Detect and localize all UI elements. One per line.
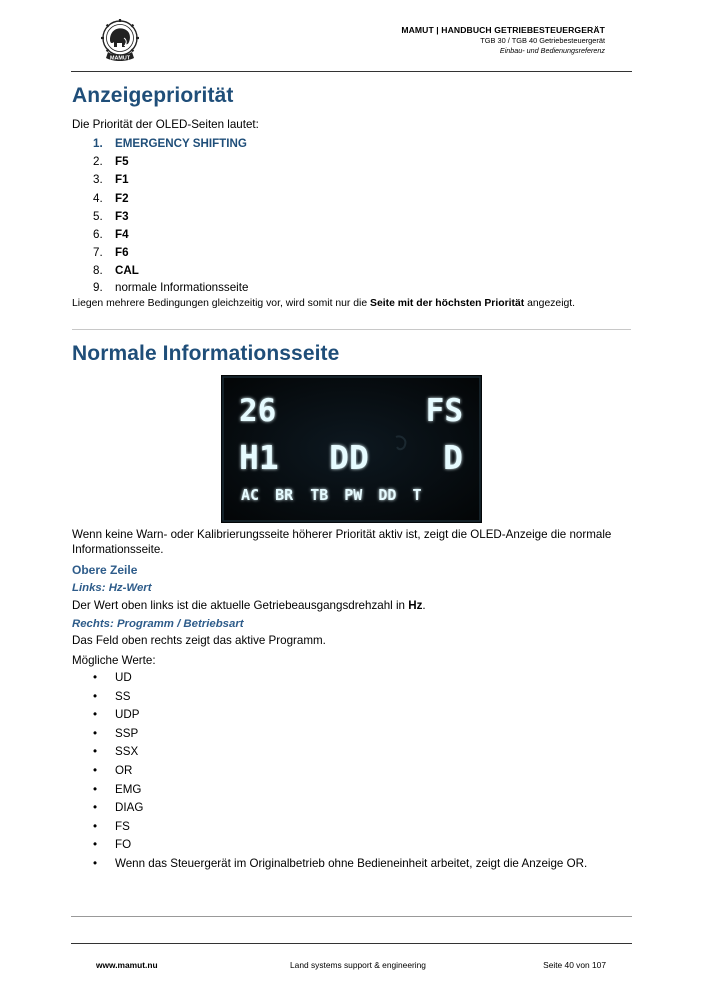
header-divider (71, 71, 632, 72)
list-item: • SSP (93, 726, 139, 740)
footer-website: www.mamut.nu (96, 960, 158, 970)
section-title-anzeigeprioritaet: Anzeigepriorität (72, 84, 234, 107)
priority-item: 8. CAL (93, 264, 139, 278)
heading-rechts-programm: Rechts: Programm / Betriebsart (72, 618, 244, 630)
hz-description: Der Wert oben links ist die aktuelle Getriebeausgangsdrehzahl in Hz. (72, 599, 426, 612)
program-description: Das Feld oben rechts zeigt das aktive Programm. (72, 634, 326, 647)
oled-status-row: AC BR TB PW DD T (241, 486, 422, 504)
priority-item: 7. F6 (93, 246, 129, 260)
oled-row2-right: D (443, 438, 463, 477)
footer-divider (71, 943, 632, 944)
list-item: • UDP (93, 708, 140, 722)
section-title-normale-informationsseite: Normale Informationsseite (72, 342, 340, 365)
list-item: • Wenn das Steuergerät im Originalbetrieb ohne Bedieneinheit arbeitet, zeigt die Anzeige OR. (93, 856, 588, 870)
subheading-obere-zeile: Obere Zeile (72, 563, 138, 577)
list-item: • FO (93, 838, 132, 852)
mammoth-logo-icon (94, 18, 146, 64)
header-title: MAMUT | HANDBUCH GETRIEBESTEUERGERÄT (401, 25, 605, 35)
priority-item: 3. F1 (93, 173, 129, 187)
list-item: • SSX (93, 745, 139, 759)
footer-page-number: Seite 40 von 107 (543, 960, 606, 970)
list-item: • FS (93, 819, 130, 833)
footer-divider (71, 916, 632, 917)
possible-values-label: Mögliche Werte: (72, 654, 156, 667)
priority-item: 6. F4 (93, 227, 129, 241)
info-page-intro: Wenn keine Warn- oder Kalibrierungsseite höherer Priorität aktiv ist, zeigt die OLED-Anzeige die normale Informationsseite. (72, 528, 612, 556)
possible-values-list (93, 669, 587, 874)
section-divider (72, 329, 631, 330)
list-item: • OR (93, 763, 133, 777)
oled-row2-left: H1 (239, 438, 279, 477)
oled-hz-value: 26 (239, 393, 277, 429)
priority-item: 2. F5 (93, 155, 129, 169)
priority-item: 9. normale Informationsseite (93, 280, 249, 294)
footer-tagline: Land systems support & engineering (290, 960, 426, 970)
priority-item: 4. F2 (93, 191, 129, 205)
priority-item: 5. F3 (93, 209, 129, 223)
priority-item: 1. EMERGENCY SHIFTING (93, 137, 247, 150)
priority-intro: Die Priorität der OLED-Seiten lautet: (72, 118, 259, 131)
priority-note: Liegen mehrere Bedingungen gleichzeitig vor, wird somit nur die Seite mit der höchsten Priorität angezeigt. (72, 298, 576, 309)
oled-row2-mid: DD (329, 438, 369, 477)
oled-display-photo (221, 375, 482, 523)
priority-list (93, 135, 248, 295)
page-header (401, 25, 605, 56)
list-item: • EMG (93, 782, 142, 796)
list-item: • DIAG (93, 801, 144, 815)
list-item: • SS (93, 689, 131, 703)
heading-links-hz: Links: Hz-Wert (72, 582, 152, 594)
oled-program: FS (425, 393, 463, 429)
logo-text: MAMUT (109, 55, 131, 62)
header-subtitle-2: Einbau- und Bedienungsreferenz (499, 46, 605, 55)
list-item: • UD (93, 671, 132, 684)
header-subtitle: TGB 30 / TGB 40 Getriebesteuergerät (480, 36, 605, 45)
